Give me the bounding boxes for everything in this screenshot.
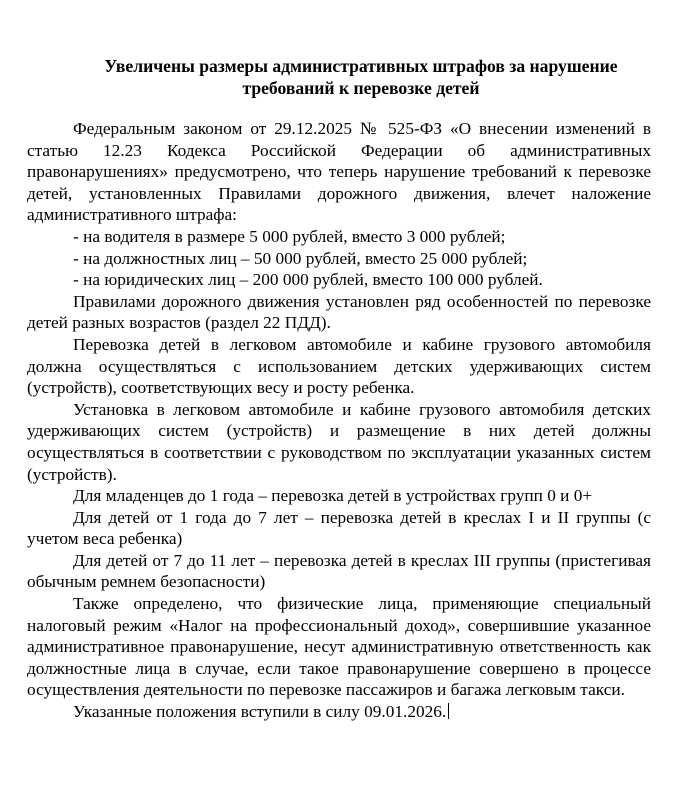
document-title: Увеличены размеры административных штрафов за нарушение требований к перевозке детей: [104, 56, 618, 98]
text-cursor: [448, 703, 449, 719]
child-restraint-paragraph: Перевозка детей в легковом автомобиле и кабине грузового автомобиля должна осуществляться с использованием детских удерживающих систем (устройств), соответствующих весу и росту ребенка.: [27, 334, 651, 398]
intro-paragraph: Федеральным законом от 29.12.2025 № 525-ФЗ «О внесении изменений в статью 12.23 Кодекса Российской Федерации об административных правонарушениях» предусмотрено, что теперь нарушение требований к перевозке детей, установленных Правилами дорожного движения, влечет наложение административного штрафа:: [27, 119, 651, 225]
fine-driver-item: - на водителя в размере 5 000 рублей, вместо 3 000 рублей;: [73, 226, 506, 246]
effective-date-paragraph: [27, 701, 651, 723]
effective-date-text: Указанные положения вступили в силу 09.01.2026.: [73, 702, 447, 722]
infants-paragraph: Для младенцев до 1 года – перевозка детей в устройствах групп 0 и 0+: [73, 486, 593, 506]
children-7-11-paragraph: Для детей от 7 до 11 лет – перевозка детей в креслах III группы (пристегивая обычным ремнем безопасности): [27, 550, 651, 592]
children-1-7-paragraph: Для детей от 1 года до 7 лет – перевозка детей в креслах I и II группы (с учетом веса ребенка): [27, 507, 651, 549]
fine-officials-item: - на должностных лиц – 50 000 рублей, вместо 25 000 рублей;: [73, 248, 528, 268]
traffic-rules-paragraph: Правилами дорожного движения установлен ряд особенностей по перевозке детей разных возрастов (раздел 22 ПДД).: [27, 291, 651, 333]
restraint-installation-paragraph: Установка в легковом автомобиле и кабине грузового автомобиля детских удерживающих систем (устройств) и размещение в них детей должны осуществляться в соответствии с руководством по эксплуатации указанных систем (устройств).: [27, 399, 651, 484]
self-employed-paragraph: Также определено, что физические лица, применяющие специальный налоговый режим «Налог на профессиональный доход», совершившие указанное административное правонарушение, несут административную ответственность как должностные лица в случае, если такое правонарушение совершено в процессе осуществления деятельности по перевозке пассажиров и багажа легковым такси.: [27, 594, 651, 700]
document-body: [27, 118, 651, 723]
fine-legal-entities-item: - на юридических лиц – 200 000 рублей, вместо 100 000 рублей.: [73, 270, 543, 290]
